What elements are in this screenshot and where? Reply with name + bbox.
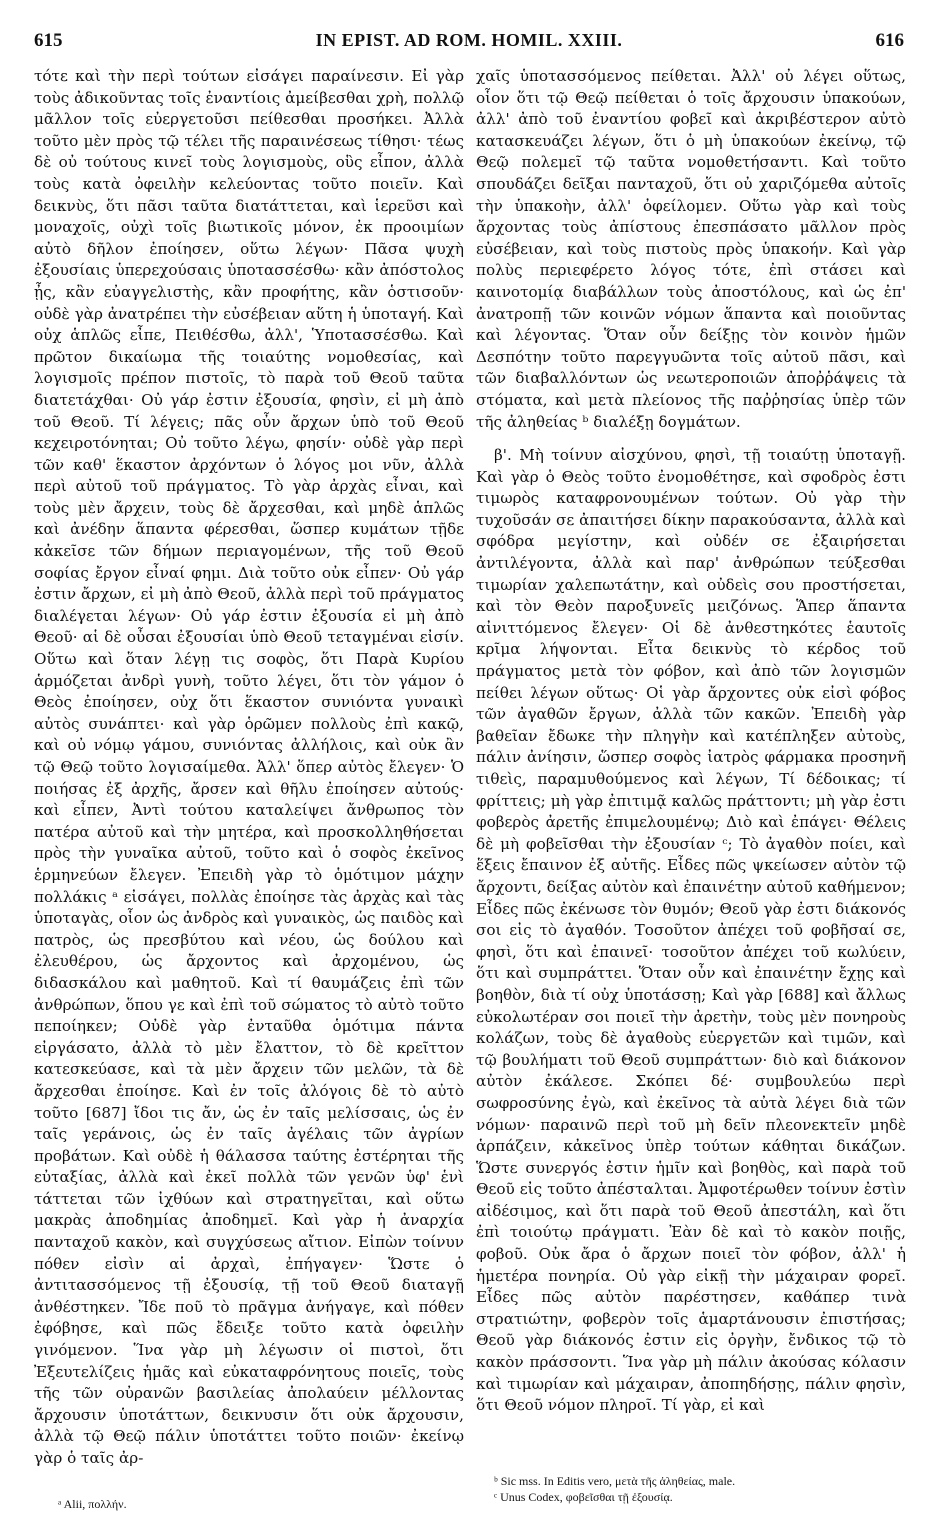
footnote-b: ᵇ Sic mss. In Editis vero, μετὰ τῆς ἀληθείας, male.	[494, 1474, 736, 1488]
right-column-paragraph-1: χαῖς ὑποτασσόμενος πείθεται. Ἀλλ' οὐ λέγει οὕτως, οἷον ὅτι τῷ Θεῷ πείθεται ὁ τοῖς ἄρχουσιν ὑπακούων, ἀλλ' ἀπὸ τοῦ ἐναντίου φοβεῖ καὶ ἀκριβέστερον αὐτὸ κατασκευάζει λέγων, ὅτι ὁ μὴ ὑπακούων ἐκείνῳ, τῷ Θεῷ πολεμεῖ τῷ ταῦτα νομοθετήσαντι. Καὶ τοῦτο σπουδάζει δεῖξαι πανταχοῦ, ὅτι οὐ χαριζόμεθα αὐτοῖς τὴν ὑπακοὴν, ἀλλ' ὀφείλομεν. Οὕτω γὰρ καὶ τοὺς ἄρχοντας τοὺς ἀπίστους ἐπεσπάσατο μᾶλλον πρὸς εὐσέβειαν, καὶ τοὺς πιστοὺς πρὸς ὑπακοήν. Καὶ γὰρ πολὺς περιεφέρετο λόγος τότε, ἐπὶ στάσει καὶ καινοτομίᾳ διαβάλλων τοὺς ἀποστόλους, καὶ ὡς ἐπ' ἀνατροπῇ τῶν κοινῶν νόμων ἅπαντα καὶ ποιοῦντας καὶ λέγοντας. Ὅταν οὖν δείξῃς τὸν κοινὸν ἡμῶν Δεσπότην τοῦτο παρεγγυῶντα τοῖς αὐτοῦ πᾶσι, καὶ τῶν διαβαλλόντων ὡς νεωτεροποιῶν ἀποῤῥάψεις τὰ στόματα, καὶ μετὰ πλείονος τῆς παῤῥησίας ὑπὲρ τῶν τῆς ἀληθείας ᵇ διαλέξῃ δογμάτων.	[476, 67, 906, 431]
page-header	[34, 30, 904, 60]
footnotes-left	[58, 1496, 438, 1512]
running-title: IN EPIST. AD ROM. HOMIL. XXIII.	[315, 30, 623, 50]
right-column-paragraph-2: β'. Μὴ τοίνυν αἰσχύνου, φησὶ, τῇ τοιαύτῃ ὑποταγῇ. Καὶ γὰρ ὁ Θεὸς τοῦτο ἐνομοθέτησε, καὶ σφοδρὸς ἐστι τιμωρὸς καταφρονουμένων τούτων. Οὐ γὰρ τὴν τυχοῦσάν σε ἀπαιτήσει δίκην παρακούσαντα, ἀλλὰ καὶ σφόδρα μεγίστην, καὶ οὐδέν σε ἐξαιρήσεται ἀντιλέγοντα, ἀλλὰ καὶ παρ' ἀνθρώπων τεύξεσθαι τιμωρίαν χαλεπωτάτην, καὶ οὐδεὶς σου προστήσεται, καὶ τὸν Θεὸν παροξυνεῖς μειζόνως. Ἅπερ ἅπαντα αἰνιττόμενος ἔλεγεν· Οἱ δὲ ἀνθεστηκότες ἑαυτοῖς κρῖμα λήψονται. Εἶτα δεικνὺς τὸ κέρδος τοῦ πράγματος μετὰ τὸν φόβον, καὶ ἀπὸ τῶν λογισμῶν πείθει λέγων οὕτως· Οἱ γὰρ ἄρχοντες οὐκ εἰσὶ φόβος τῶν ἀγαθῶν ἔργων, ἀλλὰ τῶν κακῶν. Ἐπειδὴ γὰρ βαθεῖαν ἔδωκε τὴν πληγὴν καὶ κατέπληξεν αὐτοὺς, πάλιν ἀνίησιν, ὥσπερ σοφὸς ἰατρὸς φάρμακα προσηνῆ τιθεὶς, παραμυθούμενος καὶ λέγων, Τί δέδοικας; τί φρίττεις; μὴ γὰρ ἐπιτιμᾷ καλῶς πράττοντι; μὴ γὰρ ἐστι φοβερὸς ἀρετῆς ἐπιμελουμένῳ; Διὸ καὶ ἐπάγει· Θέλεις δὲ μὴ φοβεῖσθαι τὴν ἐξουσίαν ᶜ; Τὸ ἀγαθὸν ποίει, καὶ ἕξεις ἔπαινον ἐξ αὐτῆς. Εἶδες πῶς ψκείωσεν αὐτὸν τῷ ἄρχοντι, δείξας αὐτὸν καὶ ἐπαινέτην αὐτοῦ καθήμενον; Εἶδες πῶς ἐκένωσε τὸν θυμόν; Θεοῦ γὰρ ἐστι διάκονός σοι εἰς τὸ ἀγαθόν. Τοσοῦτον ἀπέχει τοῦ φοβῆσαί σε, φησὶ, ὅτι καὶ ἐπαινεῖ· τοσοῦτον ἀπέχει τοῦ κωλύειν, ὅτι καὶ συμπράττει. Ὅταν οὖν καὶ ἐπαινέτην ἔχῃς καὶ βοηθὸν, διὰ τί οὐχ ὑποτάσσῃ; Καὶ γὰρ [688] καὶ ἄλλως εὐκολωτέραν σοι ποιεῖ τὴν ἀρετὴν, τοὺς μὲν πονηροὺς κολάζων, τοὺς δὲ ἀγαθοὺς εὐεργετῶν καὶ τιμῶν, καὶ τῷ βουλήματι τοῦ Θεοῦ συμπράττων· διὸ καὶ διάκονον αὐτὸν ἐκάλεσε. Σκόπει δέ· συμβουλεύω περὶ σωφροσύνης ἐγὼ, καὶ ἐκεῖνος τὰ αὐτὰ λέγει διὰ τῶν νόμων· παραινῶ περὶ τοῦ μὴ δεῖν πλεονεκτεῖν μηδὲ ἁρπάζειν, κἀκεῖνος ὑπὲρ τούτων κάθηται δικάζων. Ὥστε συνεργός ἐστιν ἡμῖν καὶ βοηθὸς, καὶ παρὰ τοῦ Θεοῦ εἰς τοῦτο ἀπέσταλται. Ἀμφοτέρωθεν τοίνυν ἐστὶν αἰδέσιμος, καὶ ὅτι παρὰ τοῦ Θεοῦ ἀπεστάλη, καὶ ὅτι ἐπὶ τοιούτῳ πράγματι. Ἐὰν δὲ καὶ τὸ κακὸν ποιῇς, φοβοῦ. Οὐκ ἄρα ὁ ἄρχων ποιεῖ τὸν φόβον, ἀλλ' ἡ ἡμετέρα πονηρία. Οὐ γὰρ εἰκῇ τὴν μάχαιραν φορεῖ. Εἶδες πῶς αὐτὸν παρέστησεν, καθάπερ τινὰ στρατιώτην, φοβερὸν τοῖς ἁμαρτάνουσιν ἐπιστήσας; Θεοῦ γὰρ διάκονός ἐστιν εἰς ὀργὴν, ἔνδικος τῷ τὸ κακὸν πράσσοντι. Ἵνα γὰρ μὴ πάλιν ἀκούσας κόλασιν καὶ τιμωρίαν καὶ μάχαιραν, ἀποπηδήσῃς, πάλιν φησὶν, ὅτι Θεοῦ νόμον πληροῖ. Τί γὰρ, εἰ καὶ	[476, 446, 906, 1415]
footnote-c: ᶜ Unus Codex, φοβεῖσθαι τῇ ἐξουσίᾳ.	[494, 1490, 673, 1504]
footnotes-right	[494, 1473, 894, 1505]
page-number-left: 615	[34, 30, 63, 51]
page-number-right: 616	[875, 30, 904, 51]
left-column-paragraph: τότε καὶ τὴν περὶ τούτων εἰσάγει παραίνεσιν. Εἰ γὰρ τοὺς ἀδικοῦντας τοῖς ἐναντίοις ἀμείβεσθαι χρὴ, πολλῷ μᾶλλον τοῖς εὐεργετοῦσι πείθεσθαι προσήκει. Ἀλλὰ τοῦτο μὲν πρὸς τῷ τέλει τῆς παραινέσεως τίθησι· τέως δὲ οὐ τούτους κινεῖ τοὺς λογισμοὺς, οὓς εἶπον, ἀλλὰ τοὺς κατὰ ὀφειλὴν κελεύοντας τοῦτο ποιεῖν. Καὶ δεικνὺς, ὅτι πᾶσι ταῦτα διατάττεται, καὶ ἱερεῦσι καὶ μοναχοῖς, οὐχὶ τοῖς βιωτικοῖς μόνον, ἐκ προοιμίων αὐτὸ δῆλον ἐποίησεν, οὕτω λέγων· Πᾶσα ψυχὴ ἐξουσίαις ὑπερεχούσαις ὑποτασσέσθω· κἂν ἀπόστολος ᾖς, κἂν εὐαγγελιστὴς, κἂν προφήτης, κἂν ὁστισοῦν· οὐδὲ γὰρ ἀνατρέπει τὴν εὐσέβειαν αὕτη ἡ ὑποταγή. Καὶ οὐχ ἁπλῶς εἶπε, Πειθέσθω, ἀλλ', Ὑποτασσέσθω. Καὶ πρῶτον δικαίωμα τῆς τοιαύτης νομοθεσίας, καὶ λογισμοῖς πρέπον πιστοῖς, τὸ παρὰ τοῦ Θεοῦ ταῦτα διατετάχθαι· Οὐ γάρ ἐστιν ἐξουσία, φησὶν, εἰ μὴ ἀπὸ τοῦ Θεοῦ. Τί λέγεις; πᾶς οὖν ἄρχων ὑπὸ τοῦ Θεοῦ κεχειροτόνηται; Οὐ τοῦτο λέγω, φησίν· οὐδὲ γὰρ περὶ τῶν καθ' ἕκαστον ἀρχόντων ὁ λόγος μοι νῦν, ἀλλὰ περὶ αὐτοῦ τοῦ πράγματος. Τὸ γὰρ ἀρχὰς εἶναι, καὶ τοὺς μὲν ἄρχειν, τοὺς δὲ ἄρχεσθαι, καὶ μηδὲ ἁπλῶς καὶ ἀνέδην ἅπαντα φέρεσθαι, ὥσπερ κυμάτων τῇδε κἀκεῖσε τῶν δήμων περιαγομένων, τῆς τοῦ Θεοῦ σοφίας ἔργον εἶναί φημι. Διὰ τοῦτο οὐκ εἶπεν· Οὐ γάρ ἐστιν ἄρχων, εἰ μὴ ἀπὸ Θεοῦ, ἀλλὰ περὶ τοῦ πράγματος διαλέγεται λέγων· Οὐ γάρ ἐστιν ἐξουσία εἰ μὴ ἀπὸ Θεοῦ· αἱ δὲ οὖσαι ἐξουσίαι ὑπὸ Θεοῦ τεταγμέναι εἰσίν. Οὕτω καὶ ὅταν λέγῃ τις σοφὸς, ὅτι Παρὰ Κυρίου ἁρμόζεται ἀνδρὶ γυνὴ, τοῦτο λέγει, ὅτι τὸν γάμον ὁ Θεὸς ἐποίησεν, οὐχ ὅτι ἕκαστον συνιόντα γυναικὶ αὐτὸς συνάπτει· καὶ γὰρ ὁρῶμεν πολλοὺς ἐπὶ κακῷ, καὶ οὐ νόμῳ γάμου, συνιόντας ἀλλήλοις, καὶ οὐκ ἂν τῷ Θεῷ τοῦτο λογισαίμεθα. Ἀλλ' ὅπερ αὐτὸς ἔλεγεν· Ὁ ποιήσας ἐξ ἀρχῆς, ἄρσεν καὶ θῆλυ ἐποίησεν αὐτούς· καὶ εἶπεν, Ἀντὶ τούτου καταλείψει ἄνθρωπος τὸν πατέρα αὐτοῦ καὶ τὴν μητέρα, καὶ προσκολληθήσεται πρὸς τὴν γυναῖκα αὐτοῦ, τοῦτο καὶ ὁ σοφὸς ἐκεῖνος ἑρμηνεύων ἔλεγεν. Ἐπειδὴ γὰρ τὸ ὁμότιμον μάχην πολλάκις ᵃ εἰσάγει, πολλὰς ἐποίησε τὰς ἀρχὰς καὶ τὰς ὑποταγὰς, οἷον ὡς ἀνδρὸς καὶ γυναικὸς, ὡς παιδὸς καὶ πατρὸς, ὡς πρεσβύτου καὶ νέου, ὡς δούλου καὶ ἐλευθέρου, ὡς ἄρχοντος καὶ ἀρχομένου, ὡς διδασκάλου καὶ μαθητοῦ. Καὶ τί θαυμάζεις ἐπὶ τῶν ἀνθρώπων, ὅπου γε καὶ ἐπὶ τοῦ σώματος τὸ αὐτὸ τοῦτο πεποίηκεν; Οὐδὲ γὰρ ἐνταῦθα ὁμότιμα πάντα εἰργάσατο, ἀλλὰ τὸ μὲν ἔλαττον, τὸ δὲ κρεῖττον κατεσκεύασε, καὶ τὰ μὲν ἄρχειν τῶν μελῶν, τὰ δὲ ἄρχεσθαι ἐποίησε. Καὶ ἐν τοῖς ἀλόγοις δὲ τὸ αὐτὸ τοῦτο [687] ἴδοι τις ἄν, ὡς ἐν ταῖς μελίσσαις, ὡς ἐν ταῖς γεράνοις, ὡς ἐν ταῖς ἀγέλαις τῶν ἀγρίων προβάτων. Καὶ οὐδὲ ἡ θάλασσα ταύτης ἐστέρηται τῆς εὐταξίας, ἀλλὰ καὶ ἐκεῖ πολλὰ τῶν γενῶν ὑφ' ἑνὶ τάττεται τῶν ἰχθύων καὶ στρατηγεῖται, καὶ οὕτω μακρὰς ἀποδημίας ἀποδημεῖ. Καὶ γὰρ ἡ ἀναρχία πανταχοῦ κακὸν, καὶ συγχύσεως αἴτιον. Εἰπὼν τοίνυν πόθεν εἰσὶν αἱ ἀρχαὶ, ἐπήγαγεν· Ὥστε ὁ ἀντιτασσόμενος τῇ ἐξουσίᾳ, τῇ τοῦ Θεοῦ διαταγῇ ἀνθέστηκεν. Ἴδε ποῦ τὸ πρᾶγμα ἀνήγαγε, καὶ πόθεν ἐφόβησε, καὶ πῶς ἔδειξε τοῦτο κατὰ ὀφειλὴν γινόμενον. Ἵνα γὰρ μὴ λέγωσιν οἱ πιστοὶ, ὅτι Ἐξευτελίζεις ἡμᾶς καὶ εὐκαταφρόνητους ποιεῖς, τοὺς τῆς τῶν οὐρανῶν βασιλείας ἀπολαύειν μέλλοντας ἄρχουσιν ὑποτάττων, δεικνυσιν ὅτι οὐκ ἄρχουσιν, ἀλλὰ τῷ Θεῷ πάλιν ὑποτάττει τοῦτο ποιῶν· ἐκείνῳ γὰρ ὁ ταῖς ἀρ-	[34, 67, 464, 1467]
footnote-a: ᵃ Alii, πολλήν.	[58, 1497, 127, 1511]
left-column	[34, 66, 464, 1466]
right-column	[476, 66, 906, 1466]
